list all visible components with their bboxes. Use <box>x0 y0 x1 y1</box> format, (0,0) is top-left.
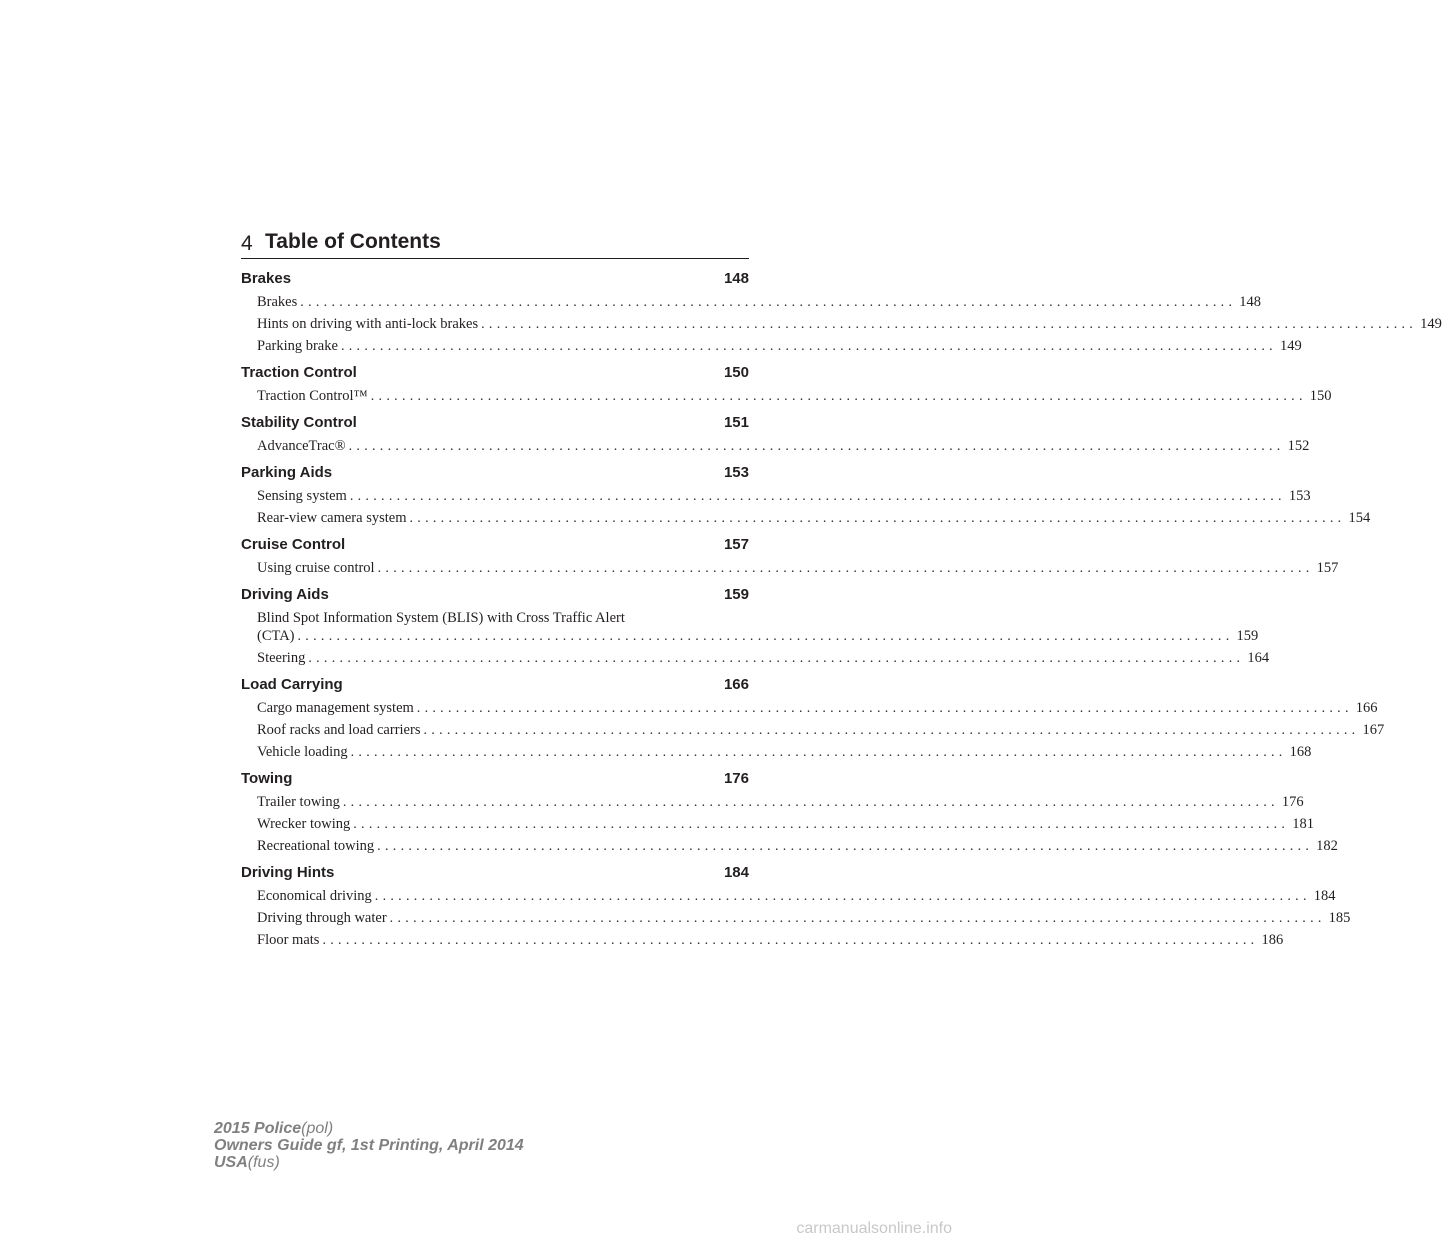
toc-section <box>241 862 1351 949</box>
entry-page: 157 <box>1316 560 1339 576</box>
entry-label: Driving through water <box>257 910 387 926</box>
toc-section <box>241 768 1338 855</box>
entry-label: Floor mats <box>257 932 320 948</box>
entry-page: 181 <box>1292 816 1314 832</box>
entry-label: Recreational towing <box>257 838 375 854</box>
entry-label: Roof racks and load carriers <box>257 722 421 738</box>
toc-entry[interactable] <box>241 909 1351 927</box>
dot-leader: ........................................................................................................................ <box>353 817 1290 832</box>
dot-leader: ........................................................................................................................ <box>297 629 1234 644</box>
entry-page: 149 <box>1420 316 1442 332</box>
entry-page: 167 <box>1362 722 1385 738</box>
dot-leader: ........................................................................................................................ <box>389 911 1326 926</box>
toc-entry[interactable] <box>241 609 1259 645</box>
toc-entry[interactable] <box>241 887 1336 905</box>
entry-page: 186 <box>1261 932 1284 948</box>
page-header <box>241 228 749 259</box>
entry-page: 164 <box>1247 650 1270 666</box>
dot-leader: ........................................................................................................................ <box>409 511 1346 526</box>
toc-entry[interactable] <box>241 931 1284 949</box>
toc-entry[interactable] <box>241 487 1311 505</box>
section-title: Driving Aids <box>241 586 329 603</box>
toc-entry[interactable] <box>241 293 1262 311</box>
section-title: Traction Control <box>241 364 357 381</box>
toc-entry[interactable] <box>241 509 1371 527</box>
entry-label-line1: Blind Spot Information System (BLIS) with Cross Traffic Alert <box>257 610 625 626</box>
toc-section <box>241 674 1385 761</box>
dot-leader: ........................................................................................................................ <box>348 439 1285 454</box>
footer-line-1 <box>214 1120 524 1137</box>
dot-leader: ........................................................................................................................ <box>416 701 1353 716</box>
section-heading[interactable] <box>241 584 749 605</box>
section-page: 159 <box>723 586 749 603</box>
section-title: Load Carrying <box>241 676 343 693</box>
table-of-contents <box>241 268 1442 956</box>
toc-entry[interactable] <box>241 699 1378 717</box>
toc-entry[interactable] <box>241 815 1314 833</box>
section-page: 176 <box>723 770 749 787</box>
dot-leader: ........................................................................................................................ <box>377 561 1314 576</box>
entry-page: 176 <box>1281 794 1304 810</box>
footer-model: 2015 Police <box>214 1120 302 1137</box>
footer <box>214 1120 524 1171</box>
page-number: 4 <box>241 232 253 255</box>
toc-entry[interactable] <box>241 649 1270 667</box>
section-title: Cruise Control <box>241 536 346 553</box>
entry-label: Traction Control™ <box>257 388 368 404</box>
entry-page: 152 <box>1287 438 1310 454</box>
footer-market-code: (fus) <box>247 1154 280 1171</box>
entry-label: Hints on driving with anti-lock brakes <box>257 316 479 332</box>
toc-entry[interactable] <box>241 721 1385 739</box>
section-title: Parking Aids <box>241 464 333 481</box>
toc-entry[interactable] <box>241 743 1312 761</box>
section-heading[interactable] <box>241 768 749 789</box>
entry-page: 185 <box>1328 910 1351 926</box>
section-heading[interactable] <box>241 862 749 883</box>
footer-model-code: (pol) <box>301 1120 334 1137</box>
dot-leader: ........................................................................................................................ <box>342 795 1279 810</box>
section-heading[interactable] <box>241 362 749 383</box>
entry-label: Cargo management system <box>257 700 414 716</box>
entry-label: Vehicle loading <box>257 744 348 760</box>
toc-section <box>241 584 1270 667</box>
entry-label: Parking brake <box>257 338 338 354</box>
entry-label: Economical driving <box>257 888 372 904</box>
page-title: Table of Contents <box>265 230 441 253</box>
entry-label: Rear-view camera system <box>257 510 407 526</box>
section-heading[interactable] <box>241 674 749 695</box>
entry-label: Sensing system <box>257 488 347 504</box>
footer-line-2: Owners Guide gf, 1st Printing, April 2014 <box>214 1137 524 1154</box>
toc-section <box>241 362 1332 405</box>
dot-leader: ........................................................................................................................ <box>322 933 1259 948</box>
section-title: Driving Hints <box>241 864 335 881</box>
dot-leader: ........................................................................................................................ <box>423 723 1360 738</box>
entry-page: 153 <box>1288 488 1311 504</box>
entry-label: AdvanceTrac® <box>257 438 346 454</box>
entry-page: 159 <box>1236 628 1259 644</box>
section-page: 166 <box>723 676 749 693</box>
toc-entry[interactable] <box>241 337 1302 355</box>
section-title: Stability Control <box>241 414 357 431</box>
section-heading[interactable] <box>241 268 749 289</box>
toc-section <box>241 268 1442 355</box>
toc-entry[interactable] <box>241 837 1338 855</box>
entry-label: Brakes <box>257 294 298 310</box>
toc-entry[interactable] <box>241 437 1310 455</box>
entry-page: 154 <box>1348 510 1371 526</box>
dot-leader: ........................................................................................................................ <box>350 745 1287 760</box>
section-page: 151 <box>723 414 749 431</box>
section-title: Towing <box>241 770 293 787</box>
section-page: 184 <box>723 864 749 881</box>
section-heading[interactable] <box>241 412 749 433</box>
toc-section <box>241 412 1310 455</box>
section-page: 157 <box>723 536 749 553</box>
section-heading[interactable] <box>241 462 749 483</box>
entry-page: 148 <box>1239 294 1262 310</box>
dot-leader: ........................................................................................................................ <box>300 295 1237 310</box>
watermark: carmanualsonline.info <box>796 1220 952 1237</box>
entry-label: Using cruise control <box>257 560 375 576</box>
entry-page: 150 <box>1309 388 1332 404</box>
toc-entry[interactable] <box>241 793 1304 811</box>
dot-leader: ........................................................................................................................ <box>374 889 1311 904</box>
toc-entry[interactable] <box>241 315 1442 333</box>
entry-label: (CTA) <box>257 628 295 644</box>
dot-leader: ........................................................................................................................ <box>370 389 1307 404</box>
entry-page: 182 <box>1316 838 1338 854</box>
section-page: 148 <box>723 270 749 287</box>
dot-leader: ........................................................................................................................ <box>377 839 1314 854</box>
section-heading[interactable] <box>241 534 749 555</box>
section-page: 153 <box>723 464 749 481</box>
entry-page: 149 <box>1279 338 1302 354</box>
toc-entry[interactable] <box>241 559 1339 577</box>
dot-leader: ........................................................................................................................ <box>340 339 1277 354</box>
dot-leader: ........................................................................................................................ <box>308 651 1245 666</box>
section-page: 150 <box>723 364 749 381</box>
toc-section <box>241 462 1371 527</box>
section-title: Brakes <box>241 270 292 287</box>
entry-page: 166 <box>1355 700 1378 716</box>
footer-market: USA <box>214 1154 248 1171</box>
entry-label: Wrecker towing <box>257 816 351 832</box>
entry-label: Steering <box>257 650 306 666</box>
entry-label: Trailer towing <box>257 794 340 810</box>
entry-page: 168 <box>1289 744 1312 760</box>
footer-line-3 <box>214 1154 524 1171</box>
toc-section <box>241 534 1339 577</box>
dot-leader: ........................................................................................................................ <box>481 317 1418 332</box>
toc-entry[interactable] <box>241 387 1332 405</box>
dot-leader: ........................................................................................................................ <box>349 489 1286 504</box>
entry-page: 184 <box>1313 888 1336 904</box>
